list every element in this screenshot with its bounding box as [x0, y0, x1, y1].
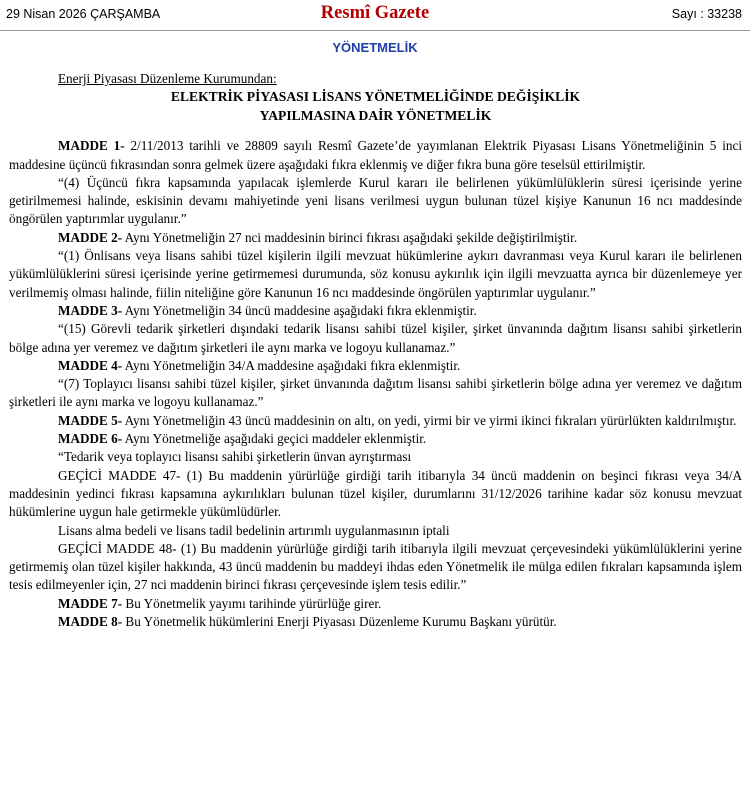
- article-text: Bu Yönetmelik hükümlerini Enerji Piyasası Düzenleme Kurumu Başkanı yürütür.: [122, 614, 557, 630]
- article-4-quote: “(7) Toplayıcı lisansı sahibi tüzel kişiler, şirket ünvanında dağıtım lisansı sahibi şirketlerin bölge adına yer veremez ve dağıtım şirketleri ile aynı marka ve logoyu kullanamaz.”: [9, 376, 742, 410]
- article-1: [9, 137, 742, 174]
- title-line-1: ELEKTRİK PİYASASI LİSANS YÖNETMELİĞİNDE DEĞİŞİKLİK: [170, 89, 581, 105]
- article-2: [9, 229, 742, 247]
- article-text: Bu Yönetmelik yayımı tarihinde yürürlüğe girer.: [122, 595, 382, 611]
- article-label: MADDE 4-: [58, 357, 123, 373]
- article-text: 2/11/2013 tarihli ve 28809 sayılı Resmî Gazete’de yayımlanan Elektrik Piyasası Lisans Yönetmeliğinin 5 inci maddesine üçüncü fıkrasından sonra gelmek üzere aşağıdaki fıkra eklenmiş ve diğer fıkra buna göre teselsül ettirilmiştir.: [9, 138, 742, 172]
- article-label: MADDE 5-: [58, 412, 123, 428]
- article-1-quote: “(4) Üçüncü fıkra kapsamında yapılacak işlemlerde Kurul kararı ile belirlenen yükümlülüklerin süresi içerisinde yerine getirilmemesi halinde, eskisinin devamı mahiyetinde yeni lisans verilmesi uygun bulunan tüzel kişiye Kanunun 16 ncı maddesinde öngörülen yaptırımlar uygulanır.”: [9, 174, 742, 227]
- article-6: [9, 430, 742, 448]
- article-label: MADDE 3-: [58, 302, 123, 318]
- document-body: [9, 70, 742, 631]
- article-text: Aynı Yönetmeliğe aşağıdaki geçici maddeler eklenmiştir.: [122, 431, 427, 447]
- regulation-title: [9, 88, 742, 125]
- issue-number: Sayı : 33238: [671, 7, 742, 21]
- title-line-2: YAPILMASINA DAİR YÖNETMELİK: [259, 107, 492, 123]
- article-8: [9, 613, 742, 631]
- provisional-article-48: GEÇİCİ MADDE 48- (1) Bu maddenin yürürlüğe girdiği tarih itibarıyla ilgili mevzuat çerçevesindeki yükümlülüklerini yerine getirmemiş olan tüzel kişiler hakkında, 43 üncü maddenin bu maddeyi ihdas eden Yönetmelik ile mülga edilen fıkraları kapsamında işlem tesis edilmeyenler için, 27 nci maddenin birinci fıkrası çerçevesinde işlem tesis edilir.”: [9, 540, 742, 593]
- provisional-article-48-heading: Lisans alma bedeli ve lisans tadil bedelinin artırımlı uygulanmasının iptali: [58, 522, 450, 538]
- gazette-title: Resmî Gazete: [320, 3, 430, 23]
- issuing-institution: Enerji Piyasası Düzenleme Kurumundan:: [58, 71, 277, 86]
- article-5: [9, 412, 742, 430]
- article-label: MADDE 2-: [58, 229, 123, 245]
- article-2-quote: “(1) Önlisans veya lisans sahibi tüzel kişilerin ilgili mevzuat hükümlerine aykırı davranması veya Kurul kararı ile belirlenen yükümlülüklerini süresi içerisinde yerine getirmemesi durumunda, söz konusu aykırılık için ilgili mevzuatta ayrıca bir düzenlemeye yer verilmemiş olması halinde, fiilin niteliğine göre Kanunun 16 ncı maddesinde öngörülen yaptırımlar uygulanır.”: [9, 248, 742, 300]
- article-3-quote: “(15) Görevli tedarik şirketleri dışındaki tedarik lisansı sahibi tüzel kişiler, şirket ünvanında dağıtım lisansı sahibi şirketlerin bölge adına yer veremez ve dağıtım şirketleri ile aynı marka ve logoyu kullanamaz.”: [9, 321, 742, 355]
- article-text: Aynı Yönetmeliğin 34/A maddesine aşağıdaki fıkra eklenmiştir.: [122, 357, 461, 373]
- gazette-header: [0, 0, 750, 31]
- article-3: [9, 302, 742, 320]
- article-label: MADDE 1-: [58, 138, 125, 154]
- section-label: YÖNETMELİK: [332, 40, 418, 55]
- article-7: [9, 595, 742, 613]
- article-4: [9, 357, 742, 375]
- provisional-article-47-heading: “Tedarik veya toplayıcı lisansı sahibi şirketlerin ünvan ayrıştırması: [58, 449, 412, 465]
- provisional-article-47: GEÇİCİ MADDE 47- (1) Bu maddenin yürürlüğe girdiği tarih itibarıyla 34 üncü maddenin on beşinci fıkrası veya 34/A maddesinin yedinci fıkrası kapsamına aykırılıkları bulunan tüzel kişiler, durumlarını 31/12/2026 tarihine kadar söz konusu mevzuat hükümlerine uygun hale getirmekle yükümlüdürler.: [9, 467, 742, 520]
- article-text: Aynı Yönetmeliğin 27 nci maddesinin birinci fıkrası aşağıdaki şekilde değiştirilmiştir.: [122, 229, 578, 245]
- publication-date: 29 Nisan 2026 ÇARŞAMBA: [6, 7, 161, 21]
- article-text: Aynı Yönetmeliğin 43 üncü maddesinin on altı, on yedi, yirmi bir ve yirmi ikinci fıkraları yürürlükten kaldırılmıştır.: [122, 412, 737, 428]
- article-label: MADDE 7-: [58, 595, 123, 611]
- article-label: MADDE 8-: [58, 614, 123, 630]
- article-label: MADDE 6-: [58, 431, 123, 447]
- article-text: Aynı Yönetmeliğin 34 üncü maddesine aşağıdaki fıkra eklenmiştir.: [122, 302, 477, 318]
